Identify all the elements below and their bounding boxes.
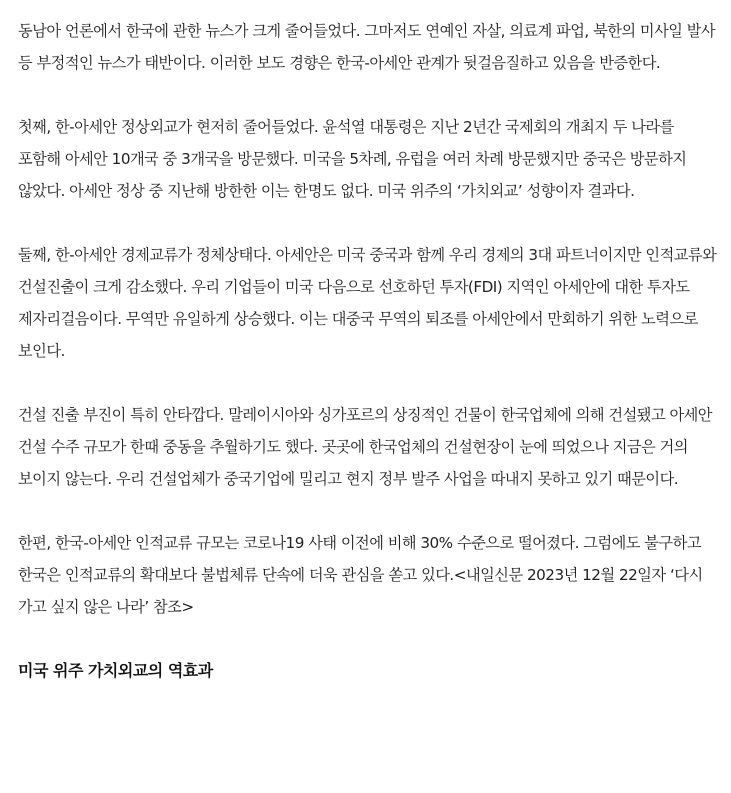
article-body [18,15,718,687]
paragraph-intro: 동남아 언론에서 한국에 관한 뉴스가 크게 줄어들었다. 그마저도 연예인 자살, 의료계 파업, 북한의 미사일 발사 등 부정적인 뉴스가 태반이다. 이러한 보도 경향은 한국-아세안 관계가 뒷걸음질하고 있음을 반증한다. [18,22,716,72]
paragraph-economic-exchange: 둘째, 한-아세안 경제교류가 정체상태다. 아세안은 미국 중국과 함께 우리 경제의 3대 파트너이지만 인적교류와 건설진출이 크게 감소했다. 우리 기업들이 미국 다음으로 선호하던 투자(FDI) 지역인 아세안에 대한 투자도 제자리걸음이다. 무역만 유일하게 상승했다. 이는 대중국 무역의 퇴조를 아세안에서 만회하기 위한 노력으로 보인다. [18,246,717,360]
paragraph-construction: 건설 진출 부진이 특히 안타깝다. 말레이시아와 싱가포르의 상징적인 건물이 한국업체에 의해 건설됐고 아세안 건설 수주 규모가 한때 중동을 추월하기도 했다. 곳곳에 한국업체의 건설현장이 눈에 띄었으나 지금은 거의 보이지 않는다. 우리 건설업체가 중국기업에 밀리고 현지 정부 발주 사업을 따내지 못하고 있기 때문이다. [18,406,712,488]
paragraph-summit-diplomacy: 첫째, 한-아세안 정상외교가 현저히 줄어들었다. 윤석열 대통령은 지난 2년간 국제회의 개최지 두 나라를 포함해 아세안 10개국 중 3개국을 방문했다. 미국을 5차례, 유럽을 여러 차례 방문했지만 중국은 방문하지 않았다. 아세안 정상 중 지난해 방한한 이는 한명도 없다. 미국 위주의 ‘가치외교’ 성향이자 결과다. [18,118,687,200]
paragraph-people-exchange: 한편, 한국-아세안 인적교류 규모는 코로나19 사태 이전에 비해 30% 수준으로 떨어졌다. 그럼에도 불구하고 한국은 인적교류의 확대보다 불법체류 단속에 더욱 관심을 쏟고 있다.<내일신문 2023년 12월 22일자 ‘다시 가고 싶지 않은 나라’ 참조> [18,534,703,616]
section-subheading: 미국 위주 가치외교의 역효과 [18,661,213,680]
